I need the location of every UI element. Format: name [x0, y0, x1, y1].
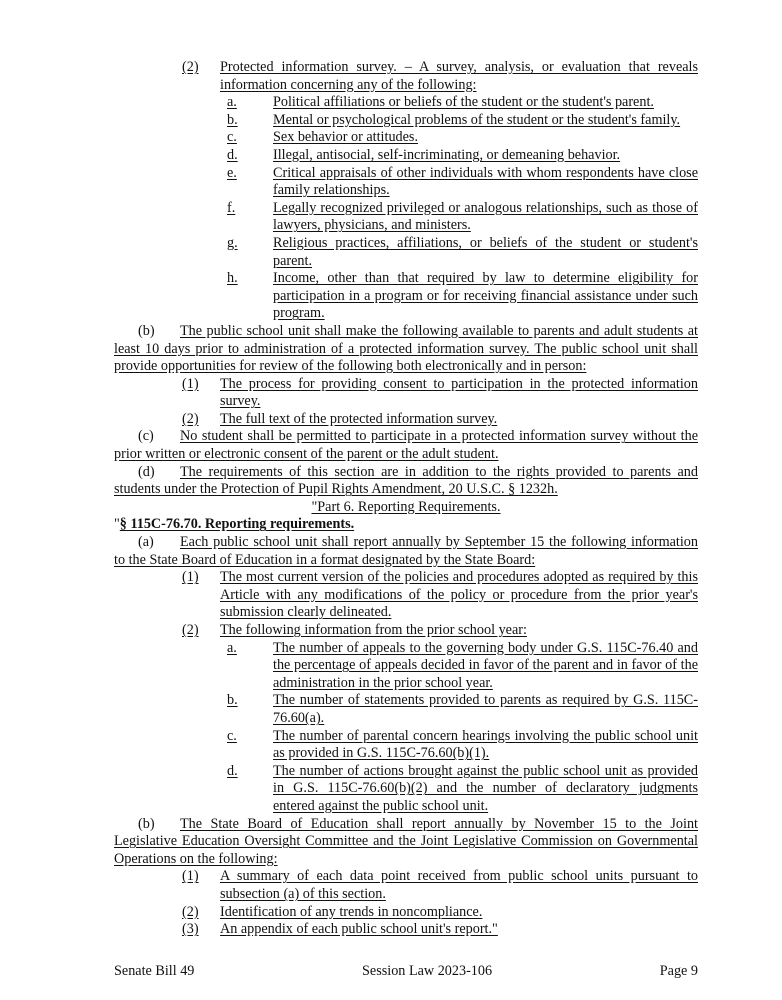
item-text: Mental or psychological problems of the student or the student's family.	[273, 111, 681, 128]
list-item	[227, 147, 698, 165]
subsection-c	[114, 428, 698, 463]
subsection-label: (b)	[138, 815, 155, 832]
section-quote-mark: "	[114, 516, 120, 533]
list-item	[227, 763, 698, 816]
item-text: Protected information survey. – A survey, analysis, or evaluation that reveals information concerning any of the following:	[220, 59, 698, 93]
item-letter: b.	[227, 692, 238, 709]
item-text: The number of parental concern hearings involving the public school unit as provided in G.S. 115C-76.60(b)(1).	[273, 727, 698, 762]
subsection-text: No student shall be permitted to participate in a protected information survey without the prior written or electronic consent of the parent or the adult student.	[114, 428, 698, 463]
item-text: The following information from the prior school year:	[220, 622, 527, 638]
list-item	[182, 622, 698, 640]
page-footer	[114, 963, 698, 980]
item-text: Sex behavior or attitudes.	[273, 129, 418, 146]
list-item	[182, 921, 698, 939]
item-text: The process for providing consent to participation in the protected information survey.	[220, 375, 698, 410]
item-text: Legally recognized privileged or analogous relationships, such as those of lawyers, physicians, and ministers.	[273, 199, 698, 234]
item-text: The full text of the protected information survey.	[220, 410, 498, 427]
subsection-b-state-board	[114, 816, 698, 869]
list-item	[227, 270, 698, 323]
subsection-2-protected-survey	[182, 59, 698, 94]
item-number: (3)	[182, 921, 199, 938]
item-text: The number of appeals to the governing body under G.S. 115C-76.40 and the percentage of appeals decided in favor of the parent and in favor of the administration in the prior school year.	[273, 639, 698, 691]
page-content	[114, 59, 698, 939]
item-text: The most current version of the policies and procedures adopted as required by this Article with any modifications of the policy or procedure from the prior year's submission clearly delineated.	[220, 569, 698, 621]
item-letter: e.	[227, 164, 237, 181]
item-letter: c.	[227, 129, 237, 146]
item-number: (1)	[182, 868, 199, 885]
item-text: Illegal, antisocial, self-incriminating, or demeaning behavior.	[273, 146, 621, 163]
item-letter: d.	[227, 146, 238, 163]
item-letter: d.	[227, 762, 238, 779]
item-number: (2)	[182, 59, 199, 75]
list-item	[227, 692, 698, 727]
item-letter: a.	[227, 94, 237, 111]
list-item	[227, 235, 698, 270]
footer-bill-number: Senate Bill 49	[114, 963, 195, 979]
list-item	[182, 376, 698, 411]
item-text: Religious practices, affiliations, or beliefs of the student or student's parent.	[273, 234, 698, 269]
item-text: The number of statements provided to parents as required by G.S. 115C-76.60(a).	[273, 692, 698, 726]
subsection-a	[114, 534, 698, 569]
subsection-label: (d)	[138, 463, 155, 480]
subsection-b	[114, 323, 698, 376]
item-text: The number of actions brought against the public school unit as provided in G.S. 115C-76.60(b)(2) and the number of declaratory judgments entered against the public school unit.	[273, 762, 698, 814]
list-item	[182, 868, 698, 903]
item-letter: h.	[227, 270, 238, 287]
item-text: A summary of each data point received from public school units pursuant to subsection (a) of this section.	[220, 868, 698, 902]
list-item	[182, 904, 698, 922]
list-item	[227, 165, 698, 200]
list-item	[227, 640, 698, 693]
item-letter: g.	[227, 234, 238, 251]
list-item	[227, 129, 698, 147]
subsection-label: (b)	[138, 322, 155, 339]
item-number: (2)	[182, 410, 199, 427]
list-item	[227, 94, 698, 112]
list-item	[227, 112, 698, 130]
subsection-label: (c)	[138, 428, 154, 445]
footer-page-number: Page 9	[659, 963, 698, 979]
subsection-text: The requirements of this section are in addition to the rights provided to parents and students under the Protection of Pupil Rights Amendment, 20 U.S.C. § 1232h.	[114, 463, 698, 498]
item-letter: f.	[227, 199, 236, 216]
part-title: "Part 6. Reporting Requirements.	[311, 498, 501, 515]
list-item	[227, 728, 698, 763]
section-heading-line	[114, 516, 698, 534]
item-letter: a.	[227, 639, 237, 656]
item-number: (2)	[182, 903, 199, 920]
footer-session-law: Session Law 2023-106	[362, 963, 493, 979]
section-heading: § 115C-76.70. Reporting requirements.	[119, 516, 355, 533]
item-text: Critical appraisals of other individuals with whom respondents have close family relationships.	[273, 164, 698, 199]
item-text: Political affiliations or beliefs of the student or the student's parent.	[273, 94, 654, 111]
list-item	[182, 411, 698, 429]
subsection-label: (a)	[138, 534, 154, 551]
item-number: (1)	[182, 375, 199, 392]
item-letter: b.	[227, 111, 238, 128]
subsection-d	[114, 464, 698, 499]
item-text: Identification of any trends in noncompliance.	[220, 903, 483, 920]
subsection-text: Each public school unit shall report annually by September 15 the following information to the State Board of Education in a format designated by the State Board:	[114, 534, 698, 568]
item-text: Income, other than that required by law to determine eligibility for participation in a program or for receiving financial assistance under such program.	[273, 270, 698, 322]
subsection-text: The State Board of Education shall report annually by November 15 to the Joint Legislative Education Oversight Committee and the Joint Legislative Commission on Governmental Operations on the following:	[114, 815, 698, 867]
item-number: (1)	[182, 569, 199, 586]
item-text: An appendix of each public school unit's report."	[220, 921, 498, 938]
list-item	[227, 200, 698, 235]
item-number: (2)	[182, 622, 199, 638]
list-item	[182, 569, 698, 622]
subsection-text: The public school unit shall make the following available to parents and adult students at least 10 days prior to administration of a protected information survey. The public school unit shall provide opportunities for review of the following both electronically and in person:	[114, 322, 698, 375]
item-letter: c.	[227, 727, 237, 744]
